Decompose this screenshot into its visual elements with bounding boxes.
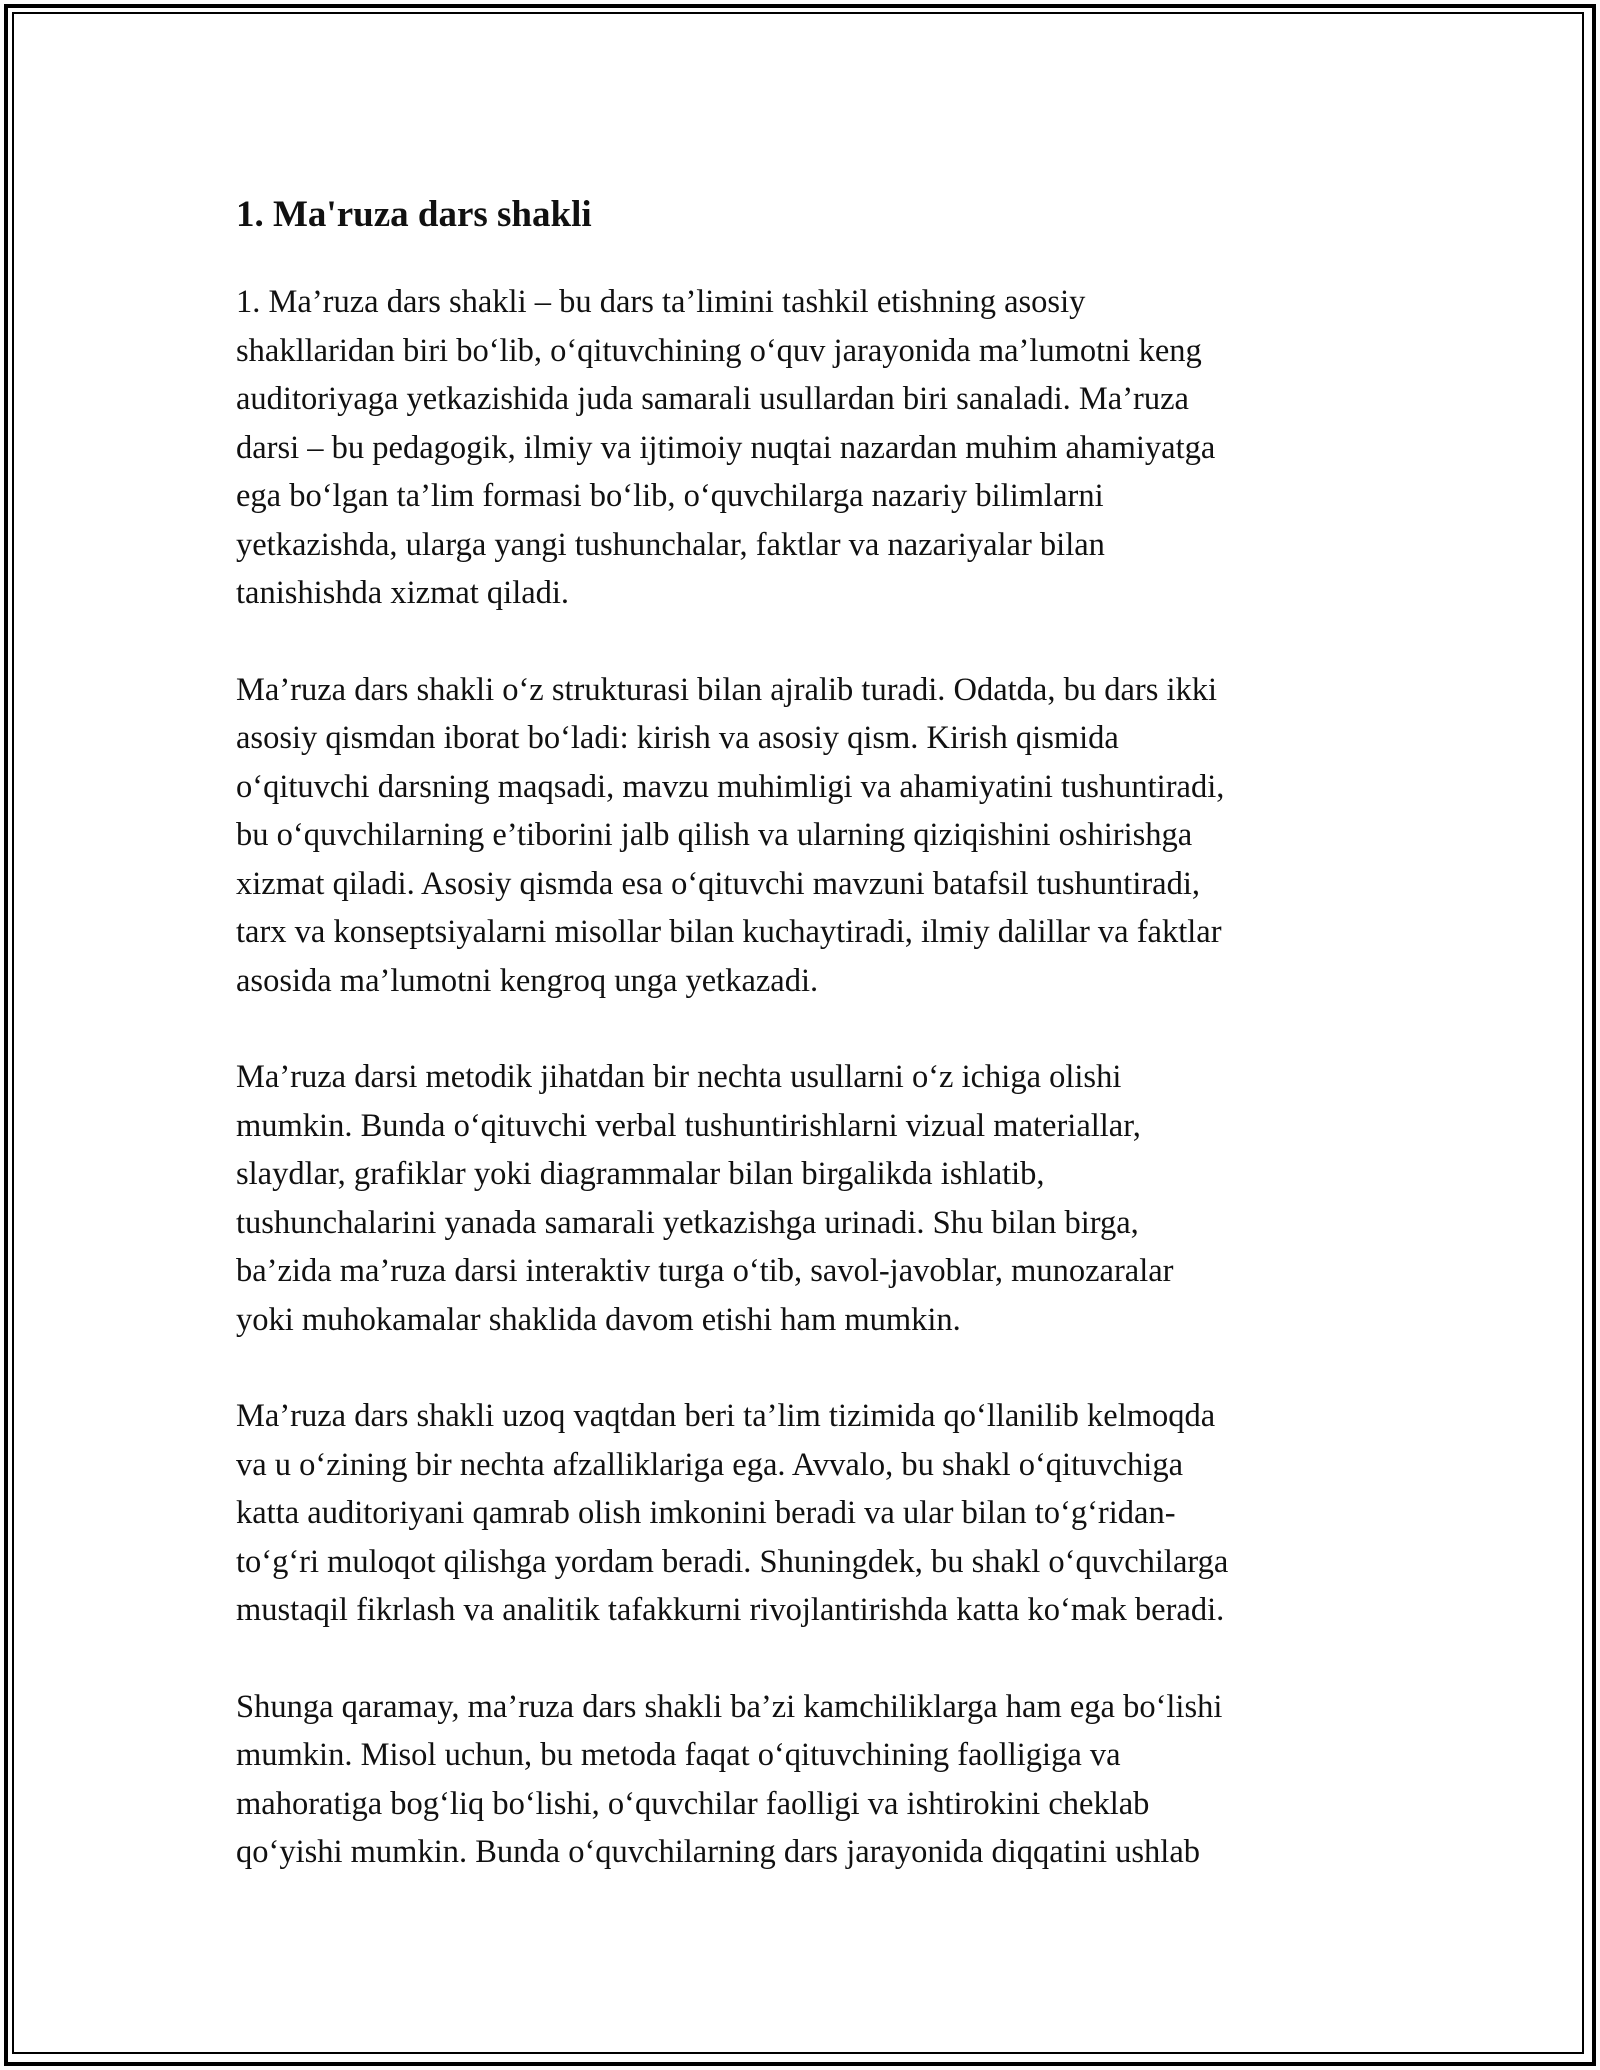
text-line: Ma’ruza dars shakli uzoq vaqtdan beri ta’lim tizimida qo‘llanilib kelmoqda <box>236 1398 1216 1434</box>
paragraph-1 <box>236 278 1366 618</box>
text-line: bu o‘quvchilarning e’tiborini jalb qilish va ularning qiziqishini oshirishga <box>236 817 1193 853</box>
text-line: tarx va konseptsiyalarni misollar bilan kuchaytiradi, ilmiy dalillar va faktlar <box>236 914 1222 950</box>
text-line: ba’zida ma’ruza darsi interaktiv turga o‘tib, savol-javoblar, munozaralar <box>236 1253 1174 1289</box>
text-line: 1. Ma’ruza dars shakli – bu dars ta’limini tashkil etishning asosiy <box>236 284 1086 320</box>
text-line: asosiy qismdan iborat bo‘ladi: kirish va asosiy qism. Kirish qismida <box>236 720 1119 756</box>
paragraph-2 <box>236 666 1366 1006</box>
document-title: 1. Ma'ruza dars shakli <box>236 194 592 235</box>
text-line: Shunga qaramay, ma’ruza dars shakli ba’zi kamchiliklarga ham ega bo‘lishi <box>236 1688 1223 1725</box>
text-line: darsi – bu pedagogik, ilmiy va ijtimoiy nuqtai nazardan muhim ahamiyatga <box>236 429 1216 466</box>
text-line: Ma’ruza darsi metodik jihatdan bir nechta usullarni o‘z ichiga olishi <box>236 1059 1122 1095</box>
text-line: tanishishda xizmat qiladi. <box>236 575 570 611</box>
text-line: mumkin. Misol uchun, bu metoda faqat o‘qituvchining faolligiga va <box>236 1737 1121 1773</box>
paragraph-4 <box>236 1392 1366 1635</box>
text-line: yoki muhokamalar shaklida davom etishi ham mumkin. <box>236 1301 961 1338</box>
text-line: qo‘yishi mumkin. Bunda o‘quvchilarning dars jarayonida diqqatini ushlab <box>236 1834 1201 1870</box>
text-line: slaydlar, grafiklar yoki diagrammalar bilan birgalikda ishlatib, <box>236 1156 1045 1192</box>
text-line: mahoratiga bog‘liq bo‘lishi, o‘quvchilar faolligi va ishtirokini cheklab <box>236 1785 1150 1822</box>
document-body <box>236 186 1366 1925</box>
text-line: mumkin. Bunda o‘qituvchi verbal tushuntirishlarni vizual materiallar, <box>236 1107 1141 1144</box>
text-line: tushunchalarini yanada samarali yetkazishga urinadi. Shu bilan birga, <box>236 1204 1139 1241</box>
paragraph-3 <box>236 1053 1366 1344</box>
text-line: katta auditoriyani qamrab olish imkonini beradi va ular bilan to‘g‘ridan- <box>236 1495 1176 1531</box>
text-line: mustaqil fikrlash va analitik tafakkurni rivojlantirishda katta ko‘mak beradi. <box>236 1592 1225 1628</box>
text-line: auditoriyaga yetkazishida juda samarali usullardan biri sanaladi. Ma’ruza <box>236 381 1189 417</box>
text-line: Ma’ruza dars shakli o‘z strukturasi bilan ajralib turadi. Odatda, bu dars ikki <box>236 671 1218 708</box>
text-line: xizmat qiladi. Asosiy qismda esa o‘qituvchi mavzuni batafsil tushuntiradi, <box>236 865 1201 902</box>
text-line: yetkazishda, ularga yangi tushunchalar, faktlar va nazariyalar bilan <box>236 526 1105 563</box>
text-line: shakllaridan biri bo‘lib, o‘qituvchining o‘quv jarayonida ma’lumotni keng <box>236 332 1202 369</box>
text-line: asosida ma’lumotni kengroq unga yetkazadi. <box>236 962 819 999</box>
paragraph-5 <box>236 1683 1366 1877</box>
text-line: to‘g‘ri muloqot qilishga yordam beradi. Shuningdek, bu shakl o‘quvchilarga <box>236 1543 1229 1580</box>
text-line: o‘qituvchi darsning maqsadi, mavzu muhimligi va ahamiyatini tushuntiradi, <box>236 768 1225 805</box>
text-line: ega bo‘lgan ta’lim formasi bo‘lib, o‘quvchilarga nazariy bilimlarni <box>236 478 1104 514</box>
text-line: va u o‘zining bir nechta afzalliklariga ega. Avvalo, bu shakl o‘qituvchiga <box>236 1446 1183 1483</box>
